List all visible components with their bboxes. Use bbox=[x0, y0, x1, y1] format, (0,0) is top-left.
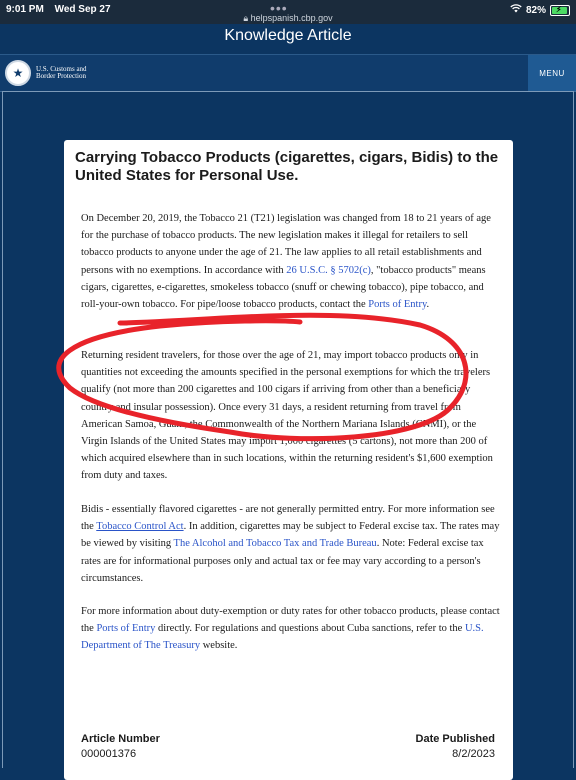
paragraph-returning-residents: Returning resident travelers, for those over the age of 21, may import tobacco products only in quantities not exceeding the amounts specified in the personal exemptions for which the travelers qualify (not more than 200 cigarettes and 100 cigars if arriving from other than a beneficiary country and insular possession). Once every 31 days, a resident returning from travel from American Samoa, Guam, the Commonwealth of the Northern Mariana Islands (CNMI), or the Virgin Islands of the United States may import 1,000 cigarettes (5 cartons), not more than 200 of which acquired elsewhere than in such locations, within the returning resident's $1,600 exemption from duty and taxes. bbox=[81, 350, 493, 482]
paragraph-text: website. bbox=[200, 640, 238, 652]
battery-percent: 82% bbox=[525, 4, 546, 16]
date-published-label: Date Published bbox=[415, 733, 495, 745]
article-card bbox=[64, 140, 513, 780]
url-text: helpspanish.cbp.gov bbox=[250, 13, 333, 23]
paragraph-more-info bbox=[81, 603, 501, 655]
article-number-label: Article Number bbox=[81, 733, 160, 745]
link-ports-of-entry[interactable]: Ports of Entry bbox=[96, 623, 156, 635]
lock-icon: 🔒︎ bbox=[243, 13, 249, 23]
page-title: Knowledge Article bbox=[224, 27, 352, 44]
multitasking-dots-icon[interactable]: ••• bbox=[270, 0, 288, 16]
cbp-logo-text[interactable] bbox=[36, 66, 87, 80]
status-date: Wed Sep 27 bbox=[54, 4, 111, 15]
article-number-value: 000001376 bbox=[81, 748, 137, 760]
status-indicators bbox=[510, 4, 570, 16]
link-ports-of-entry[interactable]: Ports of Entry bbox=[368, 299, 427, 311]
paragraph-text: Bidis - essentially flavored cigarettes - are not generally permitted entry. For more information see the bbox=[81, 504, 495, 533]
cbp-name-line2: Border Protection bbox=[36, 72, 86, 80]
battery-icon: ⚡︎ bbox=[550, 5, 570, 16]
link-us-treasury[interactable]: U.S. Department of The Treasury bbox=[81, 623, 484, 652]
paragraph-text: . Note: Federal excise tax rates are for informational purposes only and actual tax or fee may vary according to a person's circumstances. bbox=[81, 538, 484, 584]
cbp-name-line1: U.S. Customs and bbox=[36, 65, 87, 73]
paragraph-text: directly. For regulations and questions about Cuba sanctions, refer to the bbox=[155, 623, 465, 635]
menu-button[interactable]: MENU bbox=[528, 55, 576, 91]
paragraph-text: For more information about duty-exemption or duty rates for other tobacco products, please contact the bbox=[81, 606, 500, 635]
article-title: Carrying Tobacco Products (cigarettes, cigars, Bidis) to the United States for Personal Use. bbox=[75, 149, 499, 184]
paragraph-text: . bbox=[426, 299, 430, 311]
paragraph-t21 bbox=[81, 210, 501, 313]
date-published-value: 8/2/2023 bbox=[452, 748, 495, 760]
link-tobacco-control-act[interactable]: Tobacco Control Act bbox=[96, 521, 184, 533]
link-ttb[interactable]: The Alcohol and Tobacco Tax and Trade Bureau bbox=[173, 538, 377, 550]
page-header bbox=[0, 24, 576, 55]
status-time: 9:01 PM bbox=[6, 4, 44, 15]
paragraph-text: , "tobacco products" means cigars, cigarettes, e-cigarettes, smokeless tobacco (snuff or chewing tobacco), pipe tobacco, and roll-your-own tobacco. For pipe/loose tobacco products, contact the bbox=[81, 264, 486, 311]
wifi-icon bbox=[510, 4, 522, 16]
link-26-usc[interactable]: 26 U.S.C. § 5702(c) bbox=[286, 264, 371, 276]
paragraph-text: . In addition, cigarettes may be subject to Federal excise tax. The rates may be viewed by visiting bbox=[81, 521, 500, 550]
paragraph-bidis bbox=[81, 501, 501, 587]
cbp-seal-icon[interactable]: ★ bbox=[5, 60, 31, 86]
cbp-nav-bar bbox=[0, 55, 576, 92]
paragraph-text: On December 20, 2019, the Tobacco 21 (T21) legislation was changed from 18 to 21 years of age for the purchase of tobacco products. The new legislation makes it illegal for retailers to sell tobacco products to anyone under the age of 21. The law applies to all retail establishments and persons with no exemptions. In accordance with bbox=[81, 213, 491, 276]
status-bar bbox=[0, 0, 576, 24]
address-bar[interactable] bbox=[0, 13, 576, 24]
